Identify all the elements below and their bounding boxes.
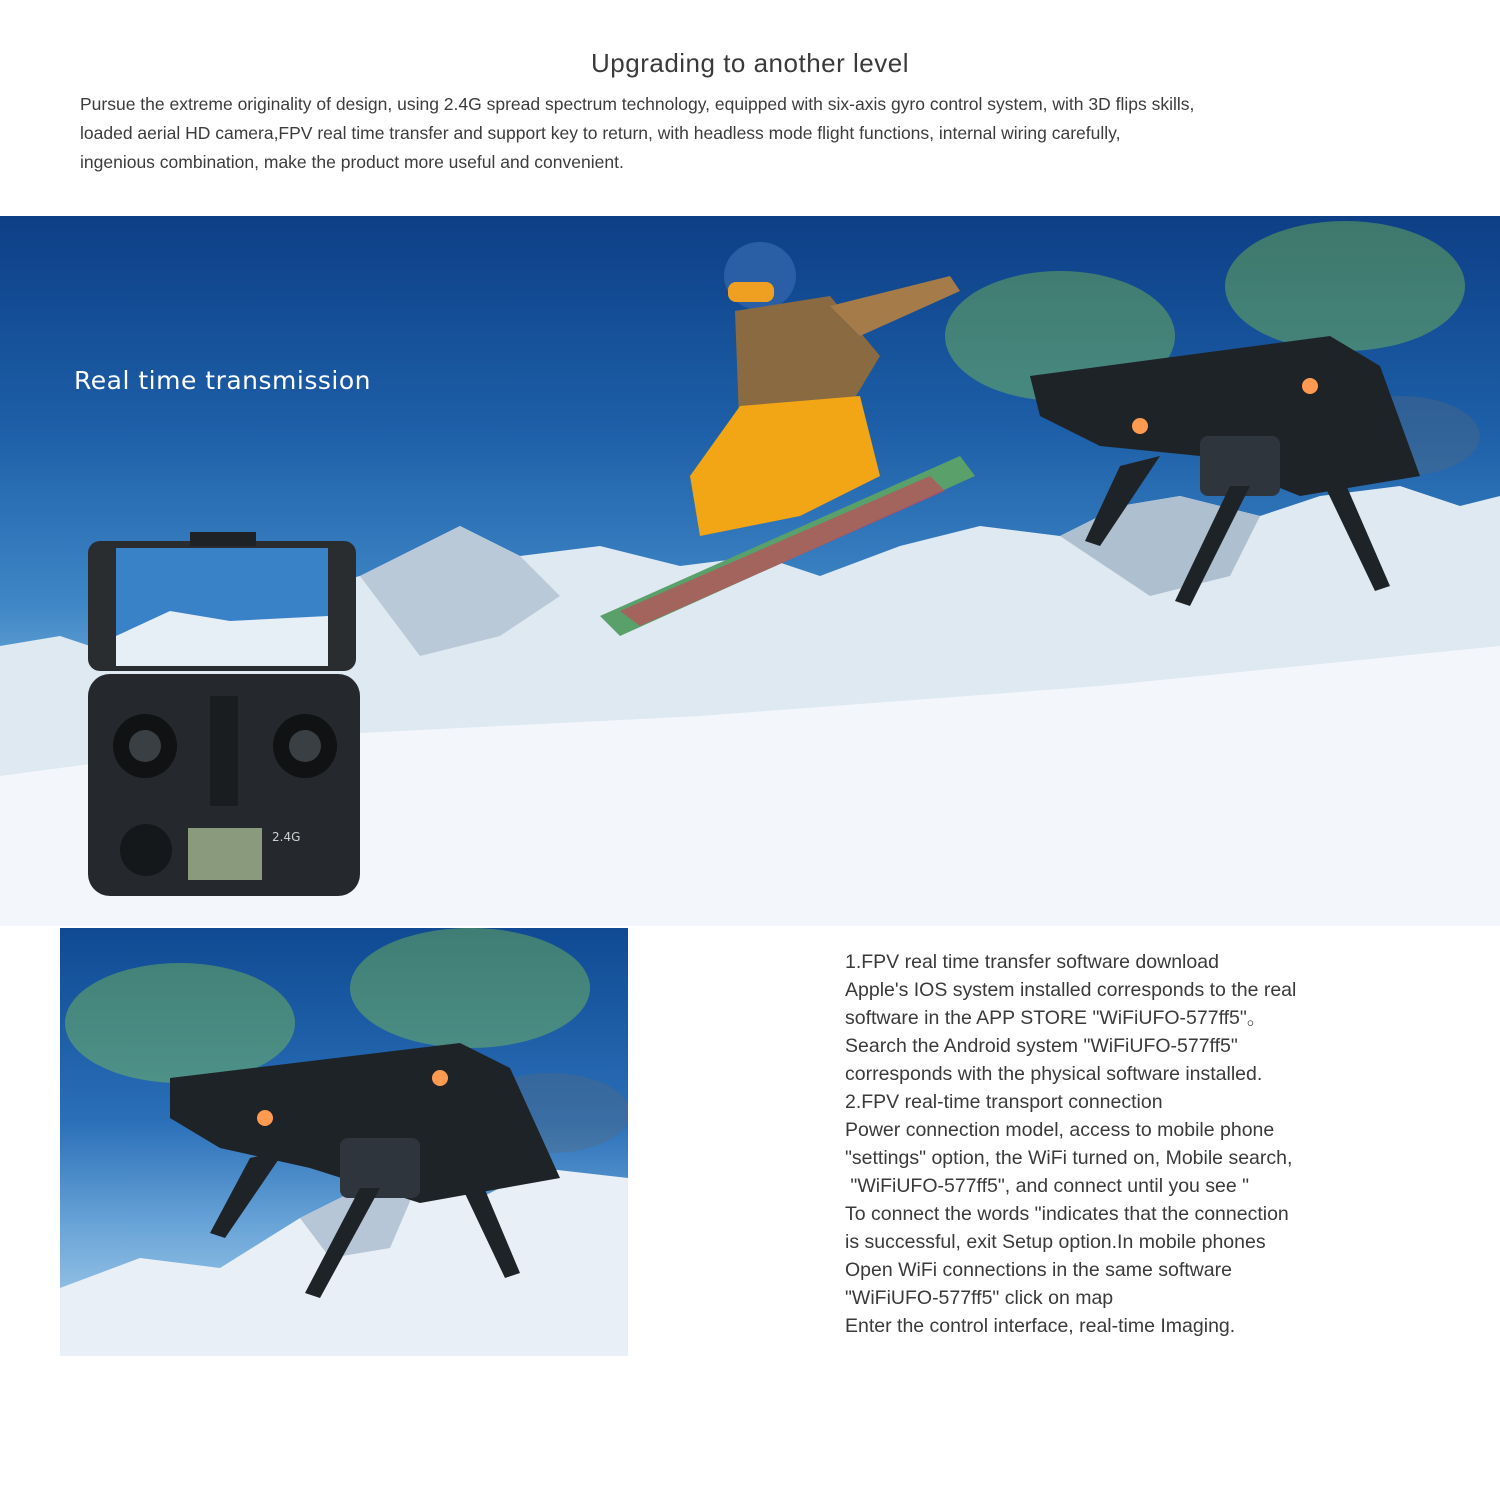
hero-banner-image bbox=[0, 216, 1500, 926]
instruction-line: Search the Android system "WiFiUFO-577ff5" bbox=[845, 1035, 1238, 1057]
drone-photo-scene bbox=[60, 928, 628, 1356]
instruction-line: 2.FPV real-time transport connection bbox=[845, 1091, 1163, 1113]
instruction-line: Power connection model, access to mobile phone bbox=[845, 1119, 1275, 1141]
intro-line: loaded aerial HD camera,FPV real time transfer and support key to return, with headless mode flight functions, internal wiring carefully, bbox=[80, 123, 1121, 143]
controller-badge: 2.4G bbox=[272, 830, 301, 844]
instruction-line: Apple's IOS system installed corresponds to the real bbox=[845, 979, 1297, 1001]
banner-label: Real time transmission bbox=[74, 366, 371, 395]
instruction-line: "WiFiUFO-577ff5", and connect until you see " bbox=[845, 1175, 1250, 1197]
instruction-line: "WiFiUFO-577ff5" click on map bbox=[845, 1287, 1114, 1309]
drone-photo bbox=[60, 928, 628, 1356]
remote-controller-with-phone bbox=[88, 532, 360, 896]
instruction-line: Enter the control interface, real-time Imaging. bbox=[845, 1315, 1236, 1337]
page-title: Upgrading to another level bbox=[591, 48, 909, 78]
snow-mountain-scene bbox=[0, 216, 1500, 926]
instruction-line: "settings" option, the WiFi turned on, Mobile search, bbox=[845, 1147, 1293, 1169]
intro-text bbox=[80, 90, 1460, 177]
instructions-text bbox=[845, 948, 1465, 1340]
instruction-line: is successful, exit Setup option.In mobile phones bbox=[845, 1231, 1266, 1253]
instruction-line: Open WiFi connections in the same software bbox=[845, 1259, 1232, 1281]
intro-line: Pursue the extreme originality of design, using 2.4G spread spectrum technology, equipped with six-axis gyro control system, with 3D flips skills, bbox=[80, 94, 1195, 114]
instruction-line: 1.FPV real time transfer software download bbox=[845, 951, 1219, 973]
intro-line: ingenious combination, make the product more useful and convenient. bbox=[80, 152, 624, 172]
instruction-line: corresponds with the physical software installed. bbox=[845, 1063, 1263, 1085]
instruction-line: software in the APP STORE "WiFiUFO-577ff5"。 bbox=[845, 1007, 1267, 1029]
instruction-line: To connect the words "indicates that the connection bbox=[845, 1203, 1289, 1225]
